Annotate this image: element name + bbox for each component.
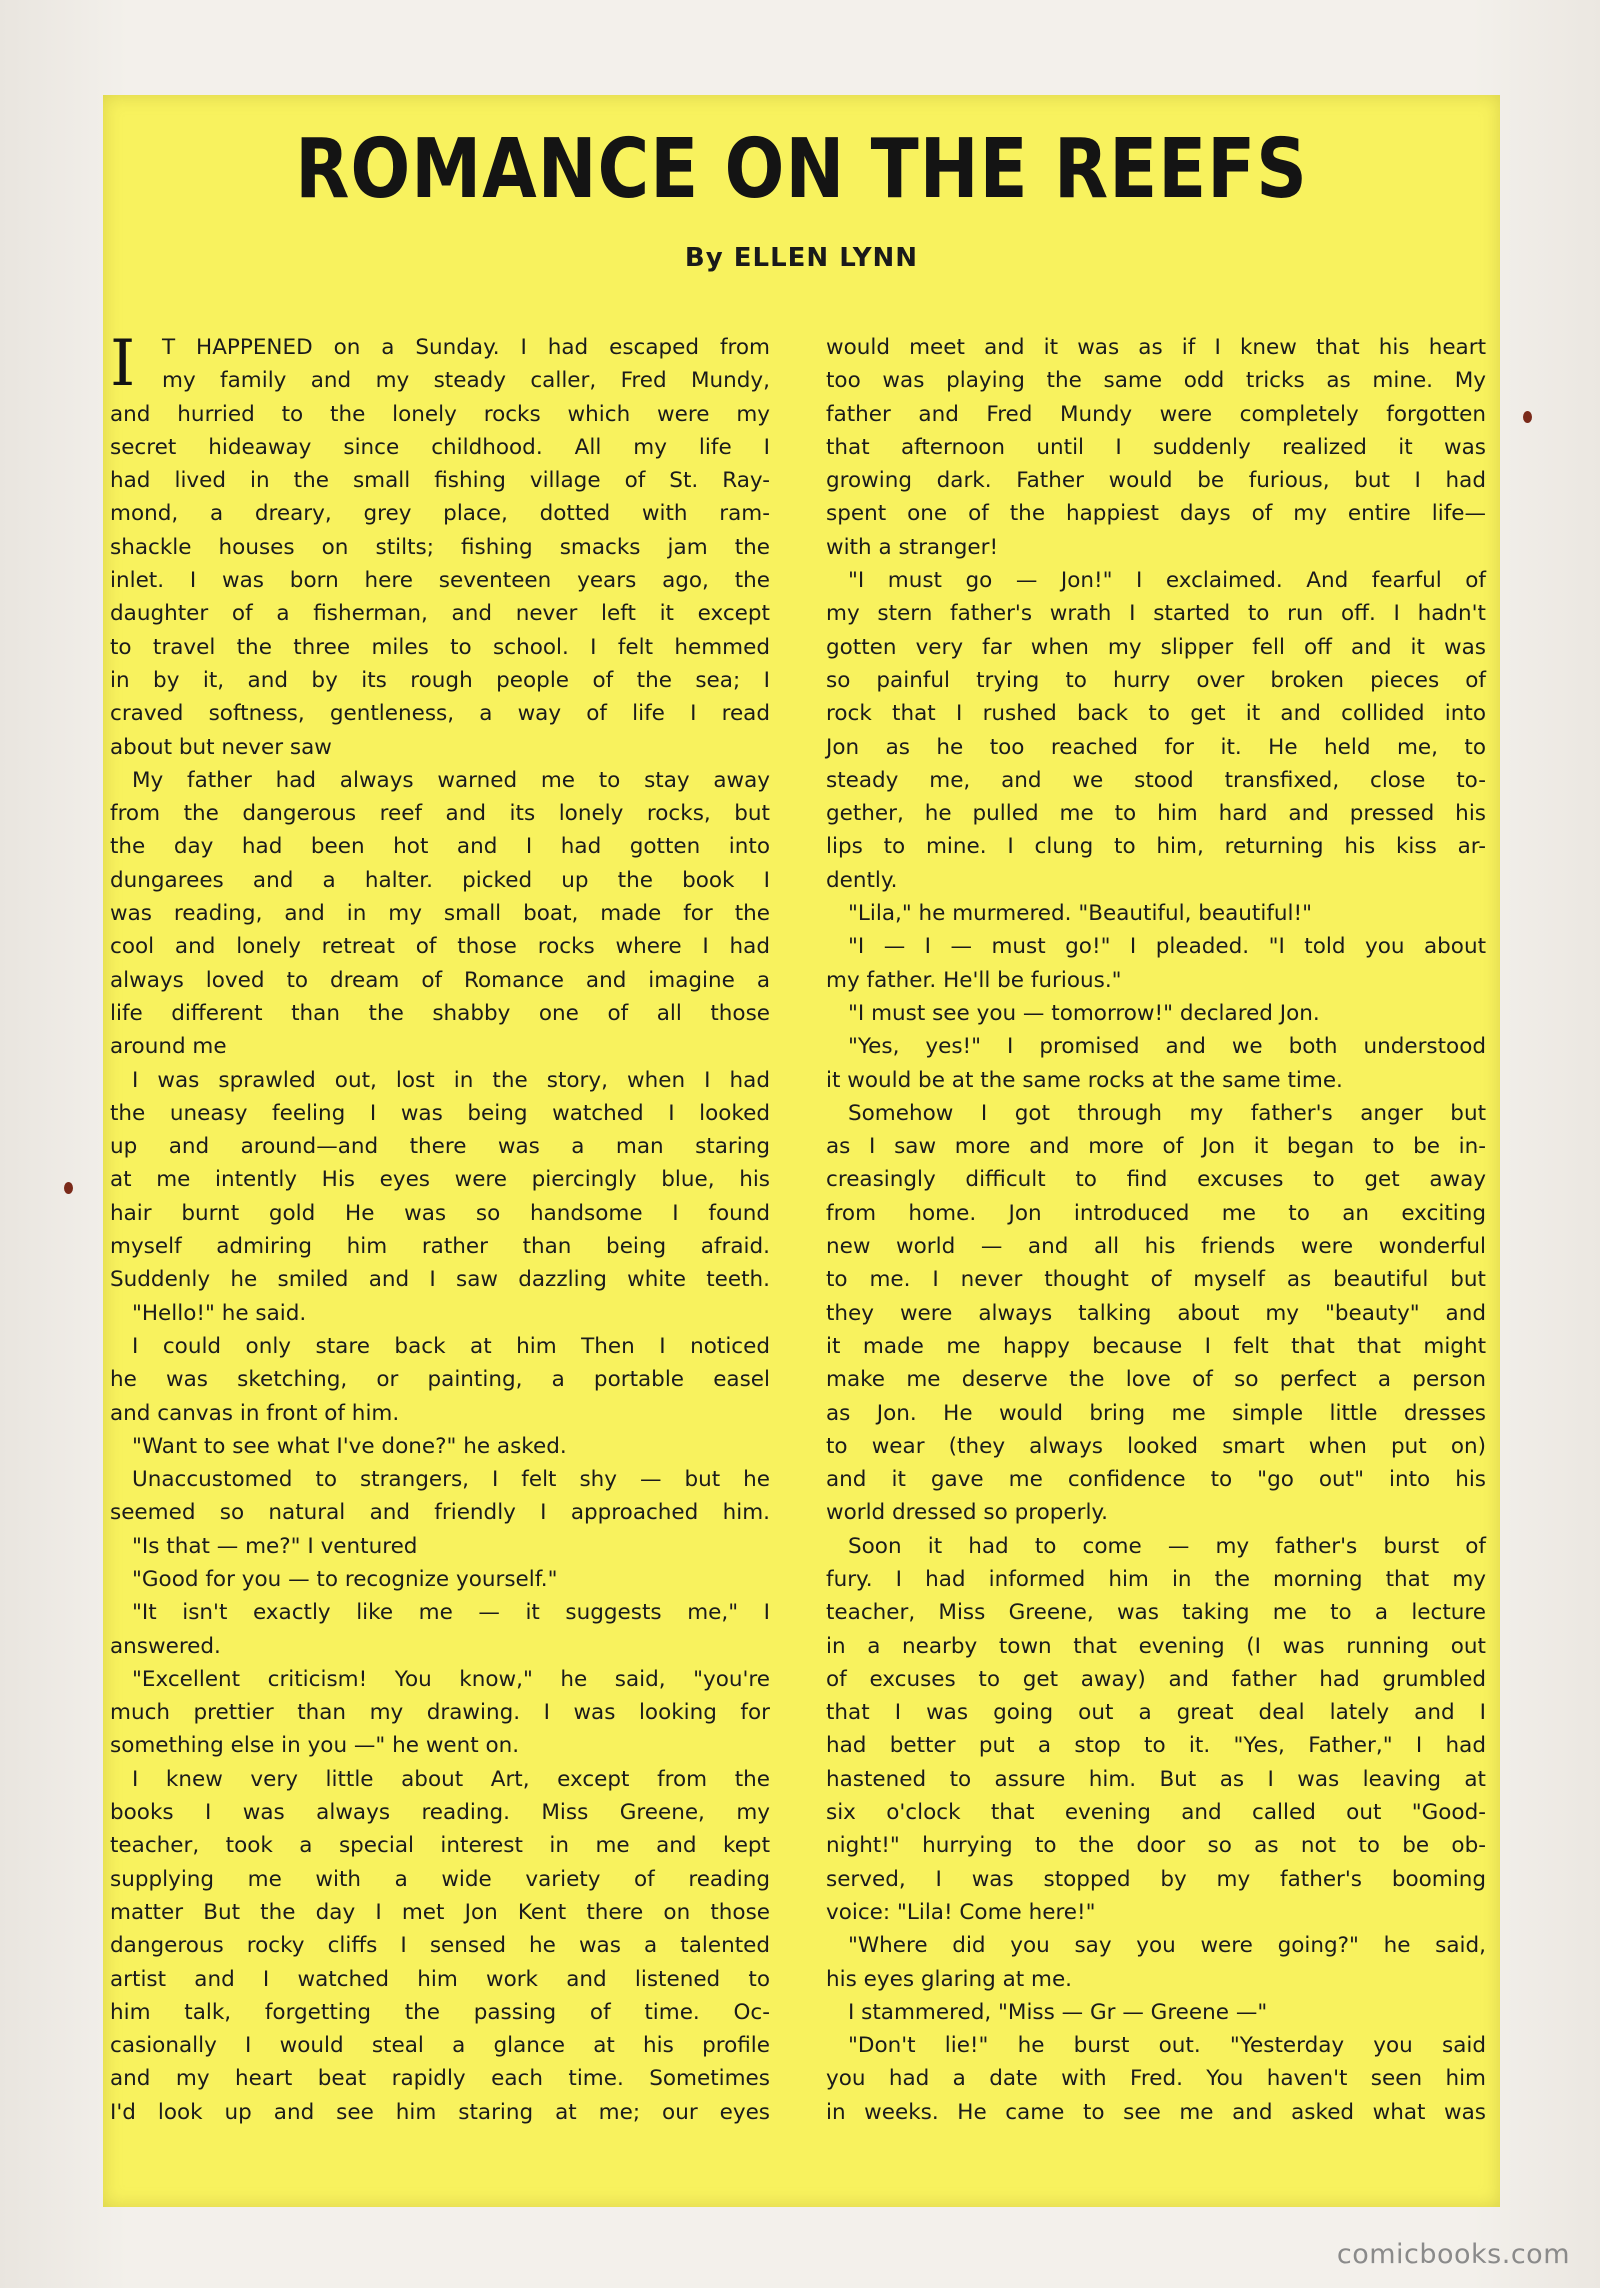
right-column-line: voice: "Lila! Come here!" <box>826 1899 1096 1925</box>
left-column-line: T HAPPENED on a Sunday. I had escaped from <box>162 335 770 360</box>
left-column-line: "It isn't exactly like me — it suggests me," I <box>132 1600 770 1626</box>
left-column-line: from the dangerous reef and its lonely rocks, but <box>110 801 770 827</box>
right-column-line: "Yes, yes!" I promised and we both understood <box>848 1034 1486 1060</box>
right-column-line: "I must go — Jon!" I exclaimed. And fearful of <box>848 568 1486 594</box>
left-column-line: "Good for you — to recognize yourself." <box>132 1566 558 1592</box>
right-column-line: six o'clock that evening and called out "Good- <box>826 1800 1486 1826</box>
right-column-line: gotten very far when my slipper fell off and it was <box>826 634 1486 660</box>
right-column-line: so painful trying to hurry over broken pieces of <box>826 667 1486 693</box>
left-column-line: artist and I watched him work and listened to <box>110 1966 770 1992</box>
right-column-line: that I was going out a great deal lately and I <box>826 1700 1486 1726</box>
right-column-line: Jon as he too reached for it. He held me, to <box>826 734 1486 760</box>
right-column-line: they were always talking about my "beauty" and <box>826 1300 1486 1326</box>
right-column-line: steady me, and we stood transfixed, close to- <box>826 767 1486 793</box>
right-column-line: growing dark. Father would be furious, but I had <box>826 468 1486 494</box>
right-column-line: creasingly difficult to find excuses to get away <box>826 1167 1486 1193</box>
right-column-line: rock that I rushed back to get it and collided into <box>826 701 1486 727</box>
left-column-line: My father had always warned me to stay away <box>132 767 770 793</box>
left-column-line: Suddenly he smiled and I saw dazzling white teeth. <box>110 1267 770 1293</box>
left-column-line: in by it, and by its rough people of the sea; I <box>110 667 770 693</box>
right-column-line: from home. Jon introduced me to an exciting <box>826 1200 1486 1226</box>
right-column-line: dently. <box>826 867 898 893</box>
left-column-line: much prettier than my drawing. I was looking for <box>110 1700 770 1726</box>
left-column-line: teacher, took a special interest in me and kept <box>110 1833 770 1859</box>
left-column-line: and canvas in front of him. <box>110 1400 400 1426</box>
right-column-line: to me. I never thought of myself as beautiful but <box>826 1267 1486 1293</box>
right-column-line: would meet and it was as if I knew that his heart <box>826 335 1486 360</box>
left-text-column <box>110 327 770 2129</box>
left-column-line: always loved to dream of Romance and imagine a <box>110 967 770 993</box>
right-column-line: gether, he pulled me to him hard and pressed his <box>826 801 1486 827</box>
paper-speck <box>1523 411 1532 423</box>
left-column-line: mond, a dreary, grey place, dotted with ram- <box>110 501 770 527</box>
right-column-line: my stern father's wrath I started to run off. I hadn't <box>826 601 1486 627</box>
left-column-line: craved softness, gentleness, a way of life I read <box>110 701 770 727</box>
right-column-line: Soon it had to come — my father's burst of <box>848 1533 1486 1559</box>
left-column-line: at me intently His eyes were piercingly blue, his <box>110 1167 770 1193</box>
left-column-line: secret hideaway since childhood. All my life I <box>110 434 770 460</box>
left-column-line: shackle houses on stilts; fishing smacks jam the <box>110 534 770 560</box>
left-column-line: "Hello!" he said. <box>132 1300 307 1326</box>
right-column-line: "I must see you — tomorrow!" declared Jon. <box>848 1000 1320 1026</box>
right-column-line: teacher, Miss Greene, was taking me to a lecture <box>826 1600 1486 1626</box>
right-column-line: with a stranger! <box>826 534 999 560</box>
right-column-line: night!" hurrying to the door so as not to be ob- <box>826 1833 1486 1859</box>
left-column-line: I was sprawled out, lost in the story, when I had <box>132 1067 770 1093</box>
right-column-line: make me deserve the love of so perfect a person <box>826 1367 1486 1393</box>
left-column-line: daughter of a fisherman, and never left it except <box>110 601 770 627</box>
left-column-line: about but never saw <box>110 734 332 760</box>
left-column-line: Unaccustomed to strangers, I felt shy — but he <box>132 1467 770 1493</box>
right-column-line: my father. He'll be furious." <box>826 967 1122 993</box>
left-column-line: was reading, and in my small boat, made for the <box>110 901 770 927</box>
right-column-line: had better put a stop to it. "Yes, Father," I had <box>826 1733 1486 1759</box>
left-column-line: inlet. I was born here seventeen years ago, the <box>110 568 770 594</box>
drop-cap: I <box>110 327 136 401</box>
right-column-line: father and Fred Mundy were completely forgotten <box>826 401 1486 427</box>
left-column-line: supplying me with a wide variety of reading <box>110 1866 770 1892</box>
left-column-line: the day had been hot and I had gotten into <box>110 834 770 860</box>
left-column-line: and my heart beat rapidly each time. Sometimes <box>110 2066 770 2092</box>
right-column-line: "I — I — must go!" I pleaded. "I told you about <box>848 934 1486 960</box>
right-column-line: lips to mine. I clung to him, returning his kiss ar- <box>826 834 1486 860</box>
right-column-line: served, I was stopped by my father's booming <box>826 1866 1486 1892</box>
right-column-line: in weeks. He came to see me and asked what was <box>826 2099 1486 2125</box>
right-column-line: in a nearby town that evening (I was running out <box>826 1633 1486 1659</box>
right-column-line: new world — and all his friends were wonderful <box>826 1234 1486 1260</box>
right-column-line: Somehow I got through my father's anger but <box>848 1100 1486 1126</box>
right-column-line: "Lila," he murmered. "Beautiful, beautiful!" <box>848 901 1313 927</box>
right-text-column <box>826 331 1486 2129</box>
left-column-line: cool and lonely retreat of those rocks where I had <box>110 934 770 960</box>
right-column-line: world dressed so properly. <box>826 1500 1108 1526</box>
right-column-line: fury. I had informed him in the morning that my <box>826 1566 1486 1592</box>
right-column-line: as Jon. He would bring me simple little dresses <box>826 1400 1486 1426</box>
left-column-line: seemed so natural and friendly I approached him. <box>110 1500 770 1526</box>
left-column-line: I'd look up and see him staring at me; our eyes <box>110 2099 770 2125</box>
left-column-line: hair burnt gold He was so handsome I found <box>110 1200 770 1226</box>
left-column-line: to travel the three miles to school. I felt hemmed <box>110 634 770 660</box>
right-column-line: of excuses to get away) and father had grumbled <box>826 1666 1486 1692</box>
left-column-line: matter But the day I met Jon Kent there on those <box>110 1899 770 1925</box>
left-column-line: "Want to see what I've done?" he asked. <box>132 1433 567 1459</box>
right-column-line: and it gave me confidence to "go out" into his <box>826 1467 1486 1493</box>
left-column-line: life different than the shabby one of all those <box>110 1000 770 1026</box>
left-column-line: I could only stare back at him Then I noticed <box>132 1333 770 1359</box>
left-column-line: "Is that — me?" I ventured <box>132 1533 418 1559</box>
left-column-line: he was sketching, or painting, a portable easel <box>110 1367 770 1393</box>
right-column-line: spent one of the happiest days of my entire life— <box>826 501 1486 527</box>
right-column-line: I stammered, "Miss — Gr — Greene —" <box>848 1999 1268 2025</box>
left-column-line: dungarees and a halter. picked up the book I <box>110 867 770 893</box>
article-title: ROMANCE ON THE REEFS <box>295 122 1308 217</box>
left-column-line: I knew very little about Art, except from the <box>132 1766 770 1792</box>
right-column-line: hastened to assure him. But as I was leaving at <box>826 1766 1486 1792</box>
left-column-line: casionally I would steal a glance at his profile <box>110 2033 770 2059</box>
left-column-line: dangerous rocky cliffs I sensed he was a talented <box>110 1933 770 1959</box>
right-column-line: it would be at the same rocks at the same time. <box>826 1067 1343 1093</box>
left-column-line: around me <box>110 1034 227 1060</box>
right-column-line: to wear (they always looked smart when put on) <box>826 1433 1486 1459</box>
right-column-line: "Don't lie!" he burst out. "Yesterday you said <box>848 2033 1486 2059</box>
article-byline: By ELLEN LYNN <box>684 243 919 273</box>
left-column-line: my family and my steady caller, Fred Mundy, <box>162 368 770 394</box>
right-column-line: it made me happy because I felt that that might <box>826 1333 1486 1359</box>
left-column-line: him talk, forgetting the passing of time. Oc- <box>110 1999 770 2025</box>
left-column-line: had lived in the small fishing village of St. Ray- <box>110 468 770 494</box>
left-column-line: something else in you —" he went on. <box>110 1733 520 1759</box>
right-column-line: too was playing the same odd tricks as mine. My <box>826 368 1486 394</box>
watermark: comicbooks.com <box>1336 2239 1570 2270</box>
right-column-line: that afternoon until I suddenly realized it was <box>826 434 1486 460</box>
left-column-line: answered. <box>110 1633 221 1659</box>
right-column-line: you had a date with Fred. You haven't seen him <box>826 2066 1486 2092</box>
right-column-line: his eyes glaring at me. <box>826 1966 1073 1992</box>
left-column-line: the uneasy feeling I was being watched I looked <box>110 1100 770 1126</box>
left-column-line: up and around—and there was a man staring <box>110 1134 770 1160</box>
right-column-line: "Where did you say you were going?" he said, <box>848 1933 1486 1959</box>
left-column-line: myself admiring him rather than being afraid. <box>110 1234 770 1260</box>
left-column-line: "Excellent criticism! You know," he said, "you're <box>132 1666 770 1692</box>
right-column-line: as I saw more and more of Jon it began to be in- <box>826 1134 1486 1160</box>
paper-speck <box>64 1182 73 1194</box>
left-column-line: and hurried to the lonely rocks which were my <box>110 401 770 427</box>
left-column-line: books I was always reading. Miss Greene, my <box>110 1800 770 1826</box>
